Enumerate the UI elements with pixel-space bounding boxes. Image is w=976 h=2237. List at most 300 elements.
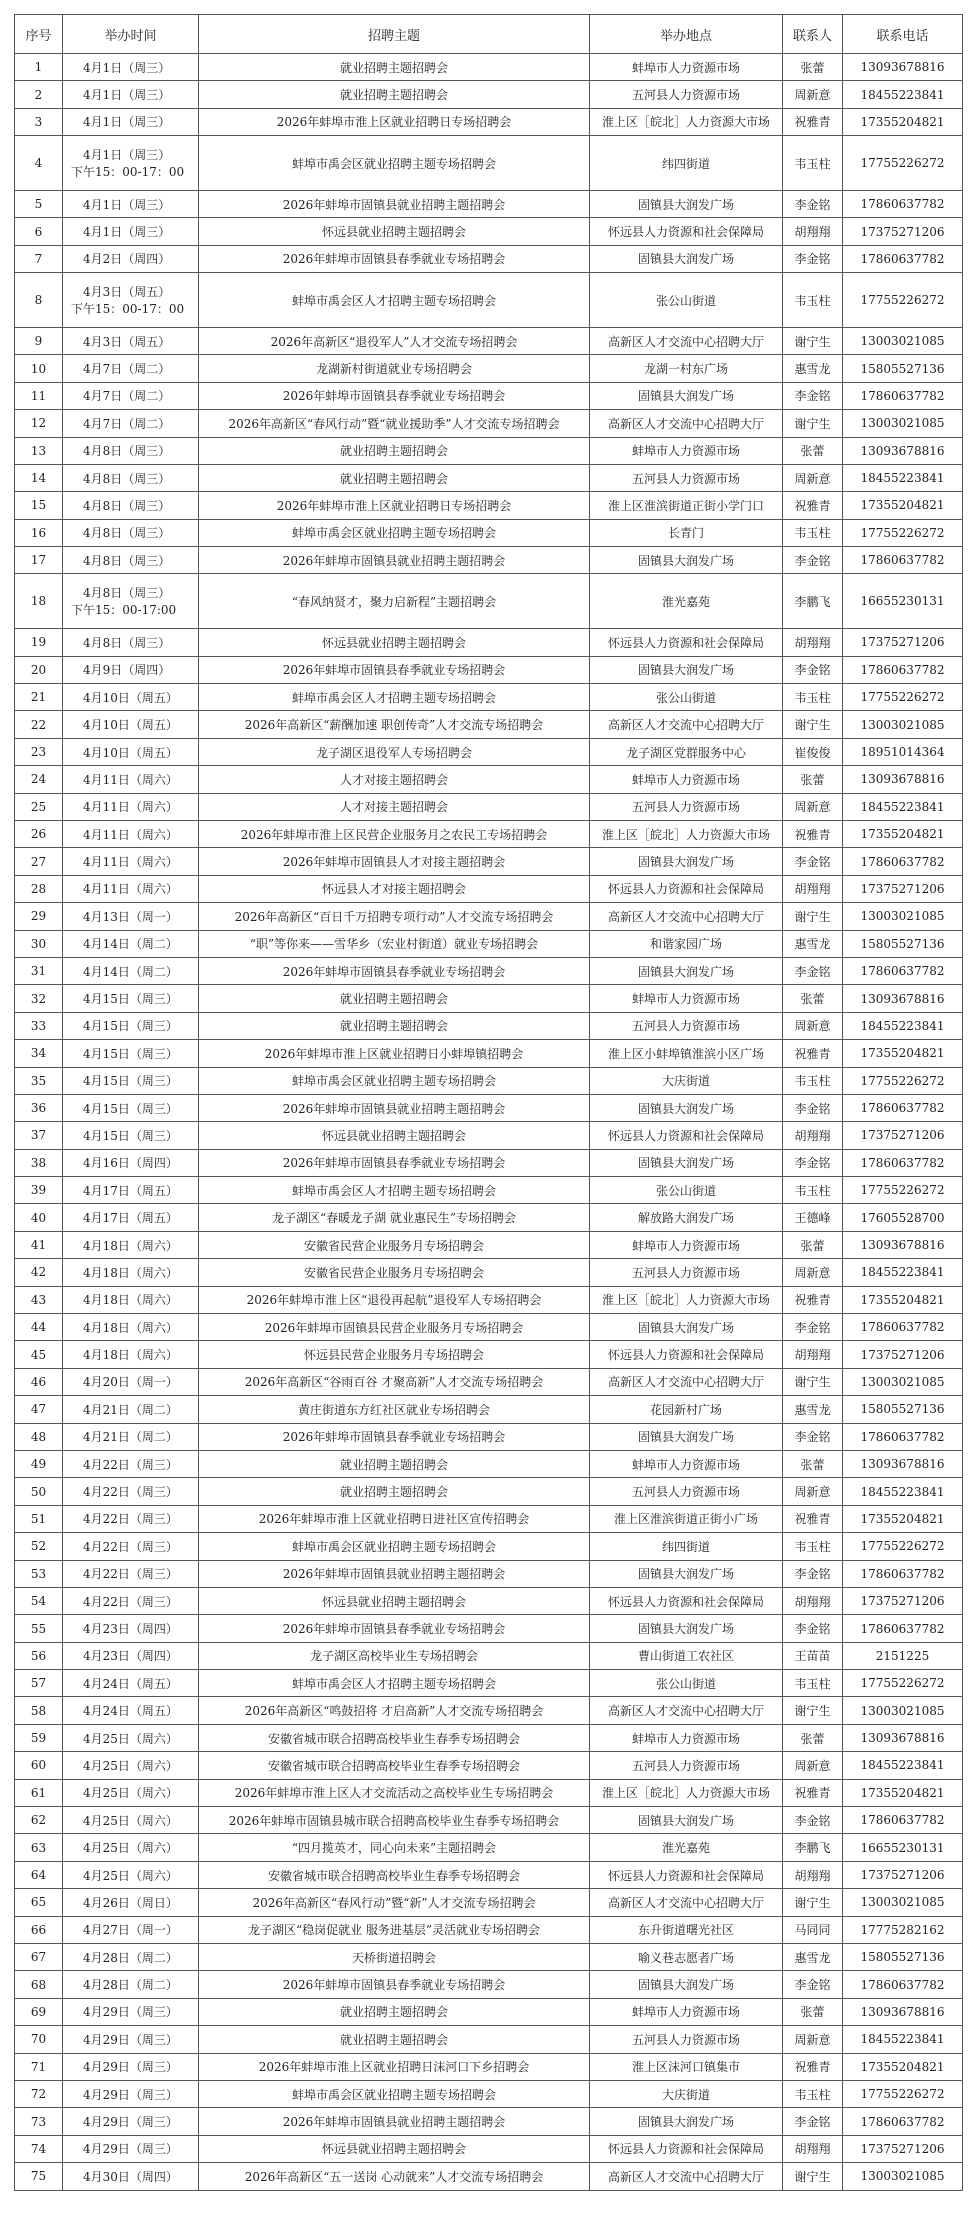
cell-contact: 惠雪龙 [783, 930, 843, 957]
cell-index: 3 [15, 108, 63, 135]
cell-phone: 17355204821 [843, 1779, 963, 1806]
table-row [15, 1670, 963, 1697]
cell-theme: 蚌埠市禹会区就业招聘主题专场招聘会 [199, 1067, 590, 1094]
cell-index: 24 [15, 766, 63, 793]
cell-venue: 张公山街道 [590, 684, 783, 711]
cell-time [63, 1450, 199, 1477]
cell-contact: 胡翔翔 [783, 1341, 843, 1368]
cell-venue: 怀远县人力资源和社会保障局 [590, 1341, 783, 1368]
cell-venue: 固镇县大润发广场 [590, 245, 783, 272]
cell-time [63, 1670, 199, 1697]
cell-contact: 周新意 [783, 793, 843, 820]
cell-contact: 周新意 [783, 1478, 843, 1505]
cell-venue: 固镇县大润发广场 [590, 848, 783, 875]
table-row [15, 218, 963, 245]
cell-contact: 张蕾 [783, 1998, 843, 2025]
cell-index: 22 [15, 711, 63, 738]
cell-date: 4月7日（周二） [83, 416, 171, 431]
cell-date: 4月15日（周三） [83, 1074, 178, 1089]
cell-index: 20 [15, 656, 63, 683]
cell-date: 4月25日（周六） [83, 1813, 178, 1828]
cell-venue: 固镇县大润发广场 [590, 656, 783, 683]
cell-venue: 东升街道曙光社区 [590, 1916, 783, 1943]
table-row [15, 2026, 963, 2053]
cell-contact: 祝雅青 [783, 108, 843, 135]
cell-index: 41 [15, 1231, 63, 1258]
cell-time [63, 136, 199, 191]
cell-venue: 大庆街道 [590, 2080, 783, 2107]
table-row [15, 81, 963, 108]
cell-theme: 就业招聘主题招聘会 [199, 985, 590, 1012]
cell-theme: 2026年蚌埠市固镇县就业招聘主题招聘会 [199, 1094, 590, 1121]
header-time: 举办时间 [63, 15, 199, 54]
cell-date: 4月8日（周三） [83, 553, 171, 568]
cell-contact: 韦玉柱 [783, 684, 843, 711]
cell-date: 4月21日（周二） [83, 1402, 178, 1417]
cell-time [63, 1834, 199, 1861]
cell-index: 56 [15, 1642, 63, 1669]
table-row [15, 1752, 963, 1779]
cell-phone: 17375271206 [843, 1587, 963, 1614]
table-row [15, 1697, 963, 1724]
cell-date: 4月29日（周三） [83, 2005, 178, 2020]
cell-date: 4月27日（周一） [83, 1923, 178, 1938]
cell-index: 62 [15, 1807, 63, 1834]
cell-venue: 怀远县人力资源和社会保障局 [590, 1587, 783, 1614]
header-contact: 联系人 [783, 15, 843, 54]
cell-theme: 就业招聘主题招聘会 [199, 1450, 590, 1477]
cell-phone: 17355204821 [843, 108, 963, 135]
cell-time [63, 1861, 199, 1888]
cell-contact: 张蕾 [783, 54, 843, 81]
cell-phone: 17860637782 [843, 1615, 963, 1642]
cell-time [63, 711, 199, 738]
table-row [15, 1889, 963, 1916]
table-row [15, 1122, 963, 1149]
cell-time [63, 1204, 199, 1231]
cell-date: 4月28日（周二） [83, 1950, 178, 1965]
cell-phone: 17375271206 [843, 629, 963, 656]
cell-index: 19 [15, 629, 63, 656]
cell-index: 75 [15, 2163, 63, 2190]
cell-contact: 韦玉柱 [783, 1670, 843, 1697]
cell-time [63, 355, 199, 382]
cell-theme: 2026年蚌埠市固镇县春季就业专场招聘会 [199, 656, 590, 683]
table-row [15, 684, 963, 711]
cell-index: 63 [15, 1834, 63, 1861]
cell-theme: 2026年高新区“百日千万招聘专项行动”人才交流专场招聘会 [199, 903, 590, 930]
cell-time [63, 1724, 199, 1751]
cell-date: 4月29日（周三） [83, 2087, 178, 2102]
cell-date: 4月15日（周三） [83, 1046, 178, 1061]
cell-time [63, 437, 199, 464]
cell-date: 4月29日（周三） [83, 2032, 178, 2047]
cell-date: 4月23日（周四） [83, 1649, 178, 1664]
cell-contact: 李金铭 [783, 1807, 843, 1834]
cell-date: 4月17日（周五） [83, 1211, 178, 1226]
cell-date: 4月21日（周二） [83, 1430, 178, 1445]
cell-venue: 怀远县人力资源和社会保障局 [590, 2135, 783, 2162]
cell-theme: 2026年高新区“春风行动”暨“新”人才交流专场招聘会 [199, 1889, 590, 1916]
cell-index: 66 [15, 1916, 63, 1943]
table-row [15, 1779, 963, 1806]
cell-venue: 淮上区沫河口镇集市 [590, 2053, 783, 2080]
cell-index: 53 [15, 1560, 63, 1587]
cell-index: 23 [15, 738, 63, 765]
cell-phone: 17860637782 [843, 1807, 963, 1834]
cell-contact: 李金铭 [783, 656, 843, 683]
cell-time [63, 1314, 199, 1341]
cell-time [63, 2026, 199, 2053]
cell-phone: 17860637782 [843, 547, 963, 574]
cell-date: 4月17日（周五） [83, 1183, 178, 1198]
cell-index: 9 [15, 327, 63, 354]
cell-time [63, 1177, 199, 1204]
cell-theme: 2026年蚌埠市固镇县人才对接主题招聘会 [199, 848, 590, 875]
cell-theme: 人才对接主题招聘会 [199, 793, 590, 820]
cell-phone: 13003021085 [843, 2163, 963, 2190]
cell-index: 69 [15, 1998, 63, 2025]
cell-time [63, 2163, 199, 2190]
cell-phone: 17860637782 [843, 382, 963, 409]
cell-venue: 固镇县大润发广场 [590, 1560, 783, 1587]
cell-time [63, 1752, 199, 1779]
cell-contact: 李鹏飞 [783, 574, 843, 629]
cell-venue: 蚌埠市人力资源市场 [590, 766, 783, 793]
table-row [15, 1971, 963, 1998]
cell-date: 4月7日（周二） [83, 362, 171, 377]
cell-time [63, 108, 199, 135]
cell-date: 4月9日（周四） [83, 663, 171, 678]
cell-phone: 18455223841 [843, 1478, 963, 1505]
cell-venue: 花园新村广场 [590, 1396, 783, 1423]
cell-theme: 蚌埠市禹会区就业招聘主题专场招聘会 [199, 136, 590, 191]
table-row [15, 574, 963, 629]
cell-phone: 2151225 [843, 1642, 963, 1669]
cell-phone: 18455223841 [843, 464, 963, 491]
table-row [15, 957, 963, 984]
table-row [15, 1423, 963, 1450]
cell-venue: 淮上区［皖北］人力资源大市场 [590, 820, 783, 847]
cell-venue: 高新区人才交流中心招聘大厅 [590, 410, 783, 437]
cell-venue: 五河县人力资源市场 [590, 1012, 783, 1039]
cell-time [63, 903, 199, 930]
cell-time [63, 1286, 199, 1313]
cell-contact: 祝雅青 [783, 1779, 843, 1806]
cell-date: 4月24日（周五） [83, 1676, 178, 1691]
cell-contact: 胡翔翔 [783, 1122, 843, 1149]
cell-theme: 怀远县民营企业服务月专场招聘会 [199, 1341, 590, 1368]
cell-date: 4月15日（周三） [83, 992, 178, 1007]
cell-venue: 怀远县人力资源和社会保障局 [590, 1122, 783, 1149]
cell-venue: 高新区人才交流中心招聘大厅 [590, 903, 783, 930]
cell-phone: 18455223841 [843, 1259, 963, 1286]
cell-index: 44 [15, 1314, 63, 1341]
cell-index: 1 [15, 54, 63, 81]
cell-phone: 13093678816 [843, 1724, 963, 1751]
cell-phone: 18455223841 [843, 1012, 963, 1039]
cell-time [63, 574, 199, 629]
cell-index: 12 [15, 410, 63, 437]
cell-theme: 2026年高新区“谷雨百谷 才聚高新”人才交流专场招聘会 [199, 1368, 590, 1395]
table-row [15, 1533, 963, 1560]
cell-hours: 下午15：00-17：00 [71, 165, 185, 180]
cell-phone: 17355204821 [843, 1505, 963, 1532]
table-row [15, 1478, 963, 1505]
cell-contact: 胡翔翔 [783, 2135, 843, 2162]
cell-time [63, 1149, 199, 1176]
cell-theme: 2026年蚌埠市固镇县民营企业服务月专场招聘会 [199, 1314, 590, 1341]
cell-time [63, 464, 199, 491]
cell-time [63, 1012, 199, 1039]
header-venue: 举办地点 [590, 15, 783, 54]
cell-time [63, 1231, 199, 1258]
cell-date: 4月3日（周五） [83, 334, 171, 349]
cell-date: 4月25日（周六） [83, 1841, 178, 1856]
cell-phone: 17755226272 [843, 1177, 963, 1204]
cell-time [63, 848, 199, 875]
cell-venue: 五河县人力资源市场 [590, 793, 783, 820]
cell-phone: 13093678816 [843, 437, 963, 464]
table-row [15, 2135, 963, 2162]
cell-phone: 17860637782 [843, 1094, 963, 1121]
table-row [15, 629, 963, 656]
cell-theme: 怀远县就业招聘主题招聘会 [199, 629, 590, 656]
cell-theme: “四月揽英才，同心向未来”主题招聘会 [199, 1834, 590, 1861]
cell-venue: 张公山街道 [590, 1177, 783, 1204]
table-row [15, 1916, 963, 1943]
cell-contact: 张蕾 [783, 1231, 843, 1258]
cell-contact: 周新意 [783, 1752, 843, 1779]
cell-time [63, 875, 199, 902]
cell-date: 4月13日（周一） [83, 909, 178, 924]
table-row [15, 1286, 963, 1313]
cell-venue: 和谐家园广场 [590, 930, 783, 957]
cell-contact: 李金铭 [783, 547, 843, 574]
cell-date: 4月11日（周六） [83, 882, 178, 897]
cell-theme: 蚌埠市禹会区人才招聘主题专场招聘会 [199, 1177, 590, 1204]
table-row [15, 1314, 963, 1341]
cell-theme: 2026年蚌埠市淮上区就业招聘日专场招聘会 [199, 108, 590, 135]
cell-theme: 怀远县就业招聘主题招聘会 [199, 218, 590, 245]
cell-time [63, 1368, 199, 1395]
cell-index: 68 [15, 1971, 63, 1998]
cell-theme: 2026年蚌埠市固镇县城市联合招聘高校毕业生春季专场招聘会 [199, 1807, 590, 1834]
cell-theme: 2026年蚌埠市固镇县春季就业专场招聘会 [199, 1149, 590, 1176]
cell-contact: 王苗苗 [783, 1642, 843, 1669]
table-row [15, 136, 963, 191]
cell-phone: 17375271206 [843, 875, 963, 902]
cell-venue: 龙子湖区党群服务中心 [590, 738, 783, 765]
cell-theme: 2026年高新区“春风行动”暨“就业援助季”人才交流专场招聘会 [199, 410, 590, 437]
table-row [15, 108, 963, 135]
cell-date: 4月1日（周三） [83, 225, 171, 240]
cell-phone: 16655230131 [843, 574, 963, 629]
cell-time [63, 957, 199, 984]
cell-contact: 李金铭 [783, 382, 843, 409]
cell-venue: 固镇县大润发广场 [590, 1615, 783, 1642]
cell-index: 50 [15, 1478, 63, 1505]
cell-index: 17 [15, 547, 63, 574]
cell-theme: 2026年蚌埠市淮上区就业招聘日沫河口下乡招聘会 [199, 2053, 590, 2080]
cell-index: 61 [15, 1779, 63, 1806]
cell-theme: 安徽省民营企业服务月专场招聘会 [199, 1259, 590, 1286]
cell-phone: 17755226272 [843, 1067, 963, 1094]
cell-hours: 下午15：00-17:00 [71, 603, 177, 618]
cell-theme: 就业招聘主题招聘会 [199, 1478, 590, 1505]
cell-contact: 祝雅青 [783, 1505, 843, 1532]
cell-time [63, 1396, 199, 1423]
cell-venue: 怀远县人力资源和社会保障局 [590, 629, 783, 656]
cell-phone: 13003021085 [843, 711, 963, 738]
table-row [15, 437, 963, 464]
cell-theme: 龙子湖区高校毕业生专场招聘会 [199, 1642, 590, 1669]
cell-venue: 喻义巷志愿者广场 [590, 1944, 783, 1971]
cell-theme: 2026年蚌埠市固镇县春季就业专场招聘会 [199, 1423, 590, 1450]
cell-venue: 淮上区［皖北］人力资源大市场 [590, 1779, 783, 1806]
cell-date: 4月8日（周三） [83, 444, 171, 459]
cell-theme: 2026年高新区“薪酬加速 职创传奇”人才交流专场招聘会 [199, 711, 590, 738]
cell-contact: 李金铭 [783, 1094, 843, 1121]
cell-date: 4月8日（周三） [83, 471, 171, 486]
cell-venue: 高新区人才交流中心招聘大厅 [590, 711, 783, 738]
cell-time [63, 1587, 199, 1614]
cell-theme: 安徽省民营企业服务月专场招聘会 [199, 1231, 590, 1258]
cell-date: 4月25日（周六） [83, 1786, 178, 1801]
cell-venue: 蚌埠市人力资源市场 [590, 1231, 783, 1258]
table-row [15, 1834, 963, 1861]
cell-phone: 17860637782 [843, 957, 963, 984]
table-row [15, 930, 963, 957]
cell-index: 13 [15, 437, 63, 464]
cell-time [63, 738, 199, 765]
cell-index: 36 [15, 1094, 63, 1121]
cell-theme: 2026年蚌埠市淮上区民营企业服务月之农民工专场招聘会 [199, 820, 590, 847]
cell-index: 18 [15, 574, 63, 629]
cell-phone: 17860637782 [843, 1149, 963, 1176]
cell-phone: 17355204821 [843, 820, 963, 847]
cell-index: 10 [15, 355, 63, 382]
cell-contact: 张蕾 [783, 1724, 843, 1751]
cell-date: 4月10日（周五） [83, 718, 178, 733]
cell-contact: 谢宁生 [783, 1889, 843, 1916]
table-row [15, 1231, 963, 1258]
cell-date: 4月24日（周五） [83, 1704, 178, 1719]
cell-time [63, 410, 199, 437]
cell-index: 59 [15, 1724, 63, 1751]
cell-time [63, 1971, 199, 1998]
cell-date: 4月18日（周六） [83, 1265, 178, 1280]
table-row [15, 1259, 963, 1286]
cell-time [63, 2053, 199, 2080]
cell-contact: 周新意 [783, 81, 843, 108]
cell-theme: 2026年蚌埠市淮上区就业招聘日专场招聘会 [199, 492, 590, 519]
cell-phone: 13093678816 [843, 985, 963, 1012]
cell-contact: 周新意 [783, 1259, 843, 1286]
cell-index: 34 [15, 1040, 63, 1067]
cell-contact: 马同同 [783, 1916, 843, 1943]
table-row [15, 985, 963, 1012]
table-row [15, 711, 963, 738]
cell-index: 74 [15, 2135, 63, 2162]
cell-phone: 17755226272 [843, 1670, 963, 1697]
header-phone: 联系电话 [843, 15, 963, 54]
cell-theme: 就业招聘主题招聘会 [199, 464, 590, 491]
cell-venue: 纬四街道 [590, 1533, 783, 1560]
cell-venue: 五河县人力资源市场 [590, 81, 783, 108]
cell-time [63, 930, 199, 957]
cell-venue: 张公山街道 [590, 1670, 783, 1697]
table-row [15, 1944, 963, 1971]
cell-time [63, 1067, 199, 1094]
cell-phone: 17775282162 [843, 1916, 963, 1943]
cell-index: 46 [15, 1368, 63, 1395]
cell-venue: 淮光嘉苑 [590, 1834, 783, 1861]
cell-time [63, 820, 199, 847]
table-row [15, 2108, 963, 2135]
cell-venue: 高新区人才交流中心招聘大厅 [590, 2163, 783, 2190]
table-row [15, 1149, 963, 1176]
cell-date: 4月18日（周六） [83, 1238, 178, 1253]
cell-theme: 2026年蚌埠市固镇县就业招聘主题招聘会 [199, 547, 590, 574]
cell-theme: 就业招聘主题招聘会 [199, 1998, 590, 2025]
cell-date: 4月26日（周日） [83, 1895, 178, 1910]
cell-contact: 李金铭 [783, 848, 843, 875]
table-row [15, 1177, 963, 1204]
table-row [15, 848, 963, 875]
cell-index: 25 [15, 793, 63, 820]
cell-index: 51 [15, 1505, 63, 1532]
cell-theme: 蚌埠市禹会区人才招聘主题专场招聘会 [199, 684, 590, 711]
cell-theme: 怀远县就业招聘主题招聘会 [199, 1587, 590, 1614]
cell-index: 31 [15, 957, 63, 984]
cell-theme: 2026年蚌埠市固镇县就业招聘主题招聘会 [199, 2108, 590, 2135]
cell-date: 4月25日（周六） [83, 1868, 178, 1883]
cell-phone: 13003021085 [843, 903, 963, 930]
cell-date: 4月3日（周五） [83, 285, 171, 300]
cell-phone: 17355204821 [843, 1040, 963, 1067]
cell-index: 40 [15, 1204, 63, 1231]
table-row [15, 1368, 963, 1395]
cell-date: 4月8日（周三） [83, 498, 171, 513]
cell-date: 4月23日（周四） [83, 1622, 178, 1636]
cell-time [63, 382, 199, 409]
cell-date: 4月2日（周四） [83, 252, 171, 267]
cell-venue: 蚌埠市人力资源市场 [590, 437, 783, 464]
cell-contact: 祝雅青 [783, 492, 843, 519]
cell-date: 4月29日（周三） [83, 2060, 178, 2075]
cell-venue: 高新区人才交流中心招聘大厅 [590, 327, 783, 354]
cell-date: 4月15日（周三） [83, 1128, 178, 1143]
cell-phone: 13003021085 [843, 327, 963, 354]
table-row [15, 1861, 963, 1888]
table-row [15, 273, 963, 328]
cell-date: 4月7日（周二） [83, 389, 171, 404]
cell-time [63, 245, 199, 272]
cell-time [63, 1944, 199, 1971]
cell-index: 16 [15, 519, 63, 546]
cell-contact: 张蕾 [783, 766, 843, 793]
cell-contact: 胡翔翔 [783, 629, 843, 656]
cell-contact: 谢宁生 [783, 327, 843, 354]
cell-theme: 2026年蚌埠市淮上区“退役再起航”退役军人专场招聘会 [199, 1286, 590, 1313]
cell-contact: 胡翔翔 [783, 218, 843, 245]
cell-index: 37 [15, 1122, 63, 1149]
table-row [15, 1040, 963, 1067]
cell-time [63, 519, 199, 546]
cell-theme: 怀远县就业招聘主题招聘会 [199, 1122, 590, 1149]
cell-time [63, 547, 199, 574]
